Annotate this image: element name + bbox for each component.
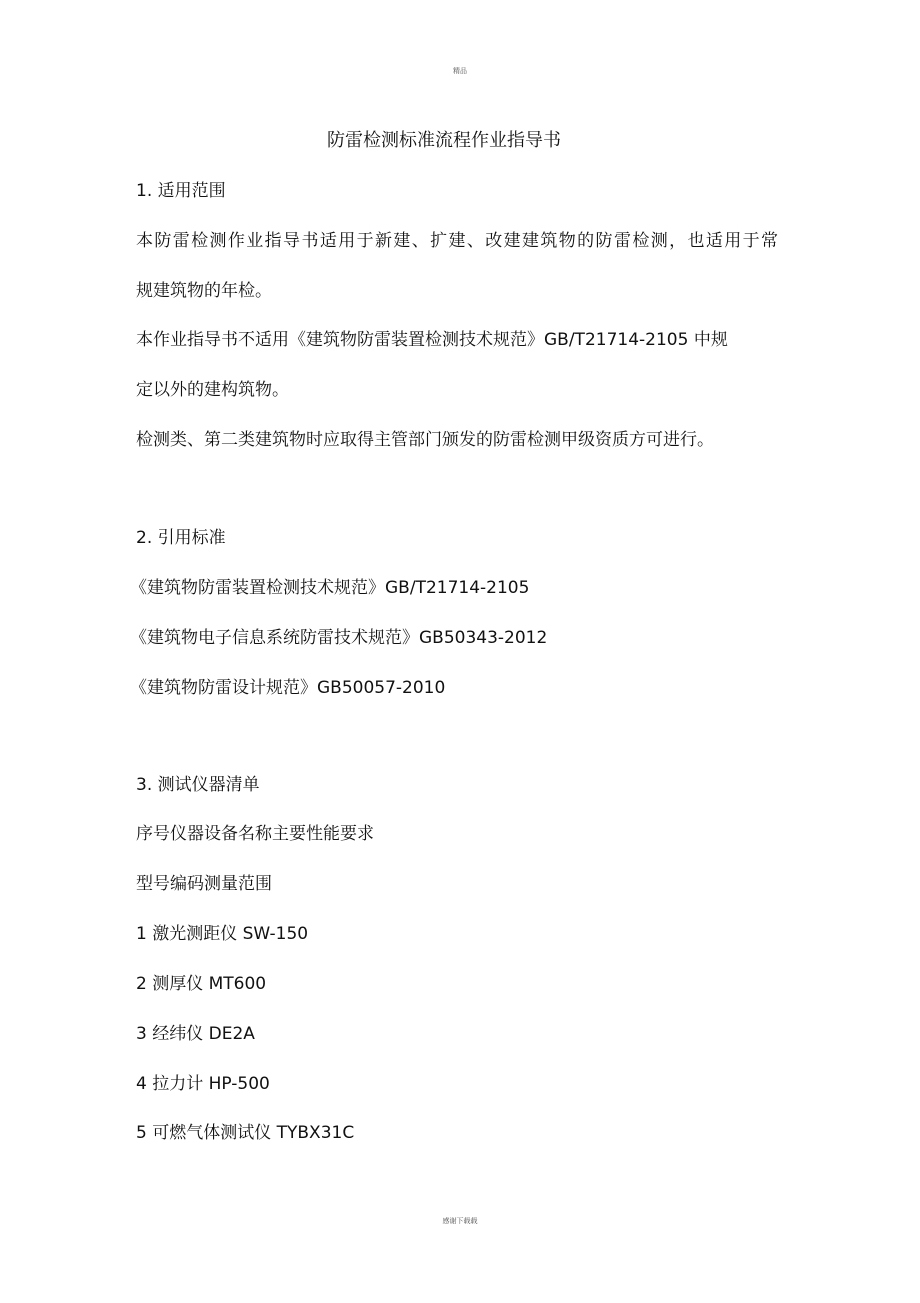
section-1-para-2-line-2: 定以外的建构筑物。: [136, 380, 289, 400]
reference-item: 《建筑物电子信息系统防雷技术规范》GB50343-2012: [130, 628, 548, 648]
reference-item: 《建筑物防雷设计规范》GB50057-2010: [130, 678, 446, 698]
section-1-heading: 1. 适用范围: [136, 181, 226, 201]
instrument-item: 3 经纬仪 DE2A: [136, 1024, 255, 1044]
section-3-heading: 3. 测试仪器清单: [136, 775, 260, 795]
instrument-item: 4 拉力计 HP-500: [136, 1074, 270, 1094]
instrument-table-header-2: 型号编码测量范围: [136, 874, 272, 894]
header-mark: 精品: [453, 67, 467, 75]
reference-item: 《建筑物防雷装置检测技术规范》GB/T21714-2105: [130, 578, 530, 598]
section-1-para-1-line-1: 本防雷检测作业指导书适用于新建、扩建、改建建筑物的防雷检测，也适用于常: [136, 231, 778, 251]
section-1-para-3: 检测类、第二类建筑物时应取得主管部门颁发的防雷检测甲级资质方可进行。: [136, 430, 714, 450]
instrument-item: 5 可燃气体测试仪 TYBX31C: [136, 1123, 355, 1143]
section-2-heading: 2. 引用标准: [136, 528, 226, 548]
footer-mark: 感谢下载载: [442, 1217, 478, 1225]
section-1-para-2-line-1: 本作业指导书不适用《建筑物防雷装置检测技术规范》GB/T21714-2105 中规: [136, 330, 728, 350]
section-1-para-1-line-2: 规建筑物的年检。: [136, 281, 272, 301]
document-title: 防雷检测标准流程作业指导书: [327, 130, 561, 151]
instrument-item: 2 测厚仪 MT600: [136, 974, 267, 994]
instrument-table-header-1: 序号仪器设备名称主要性能要求: [136, 824, 374, 844]
instrument-item: 1 激光测距仪 SW-150: [136, 924, 309, 944]
